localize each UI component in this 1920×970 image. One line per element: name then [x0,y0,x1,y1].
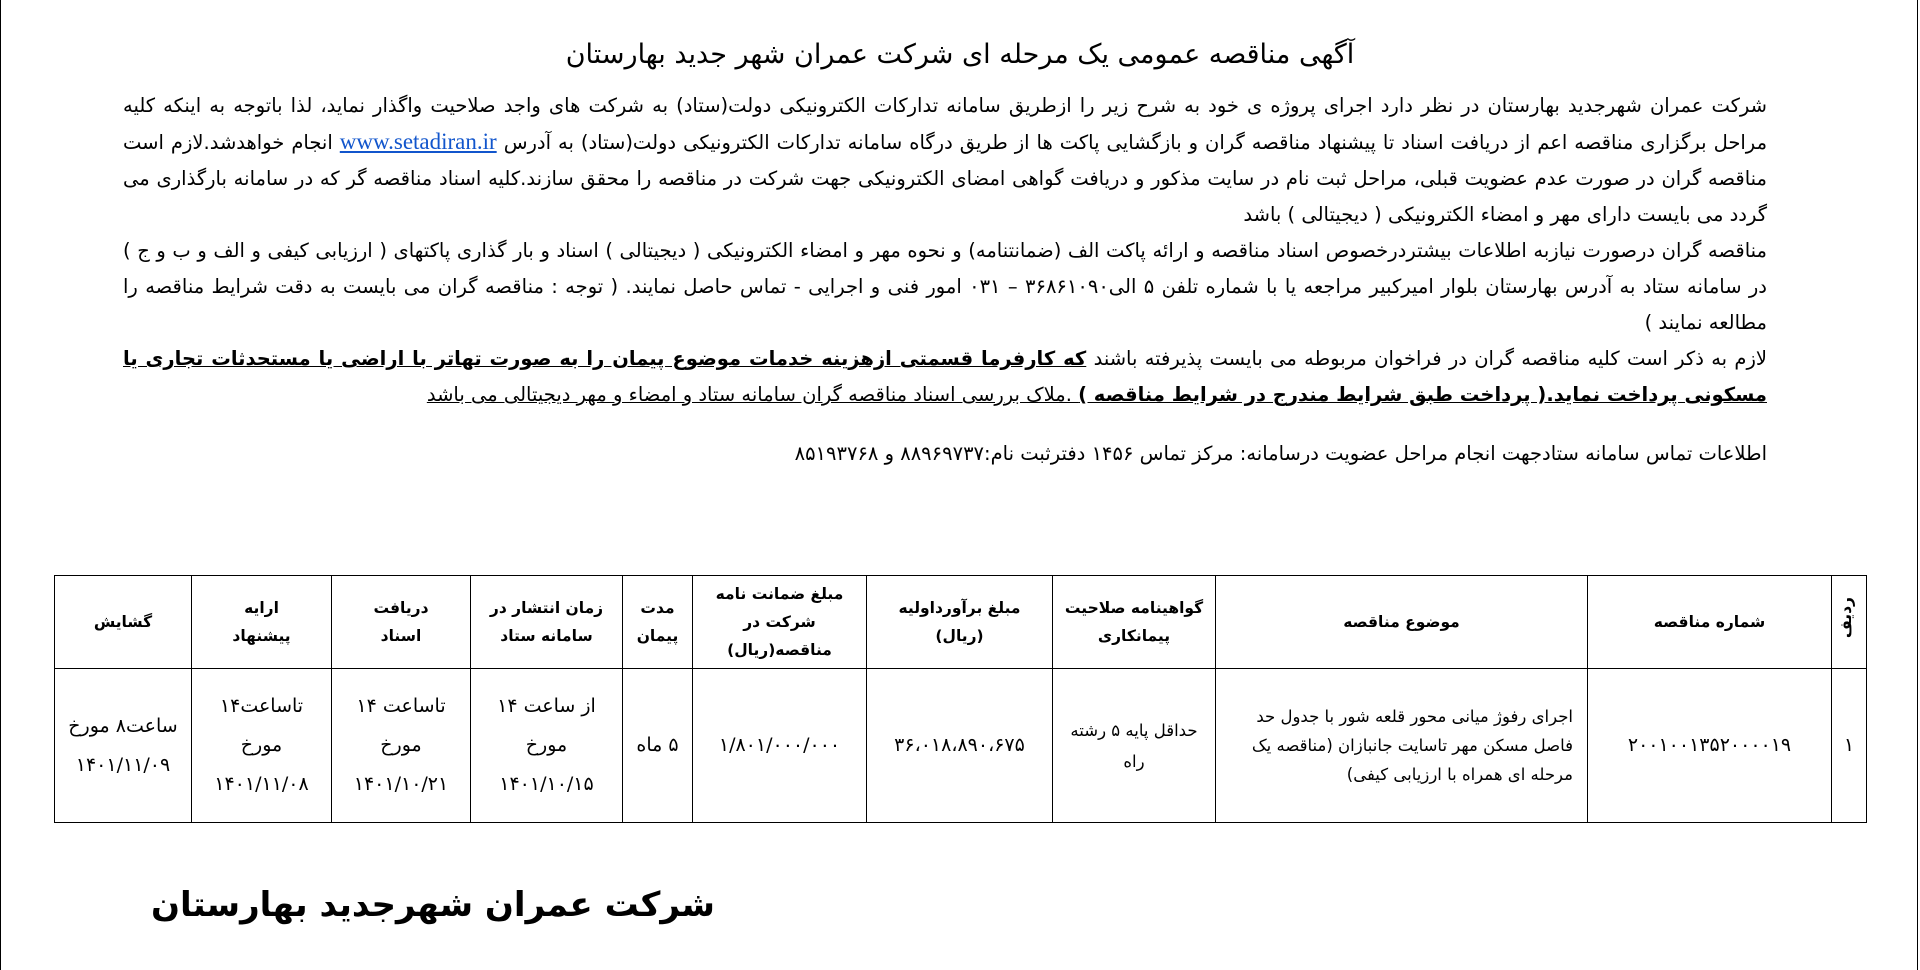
cell-qualification: حداقل پایه ۵ رشته راه [1053,669,1216,823]
header-opening: گشایش [55,576,192,669]
setad-contact-line: اطلاعات تماس سامانه ستادجهت انجام مراحل عضویت درسامانه: مرکز تماس ۱۴۵۶ دفترثبت نام:۸۸۹۶۹۷۳۷ و ۸۵۱۹۳۷۶۸ [794,442,1767,465]
payment-terms-plain: لازم به ذکر است کلیه مناقصه گران در فراخوان مربوطه می بایست پذیرفته باشند [1093,347,1767,370]
header-submit-offer: ارایه پیشنهاد [192,576,332,669]
table-header-row [55,576,1867,669]
cell-tender-subject: اجرای رفوژ میانی محور قلعه شور با جدول حد فاصل مسکن مهر تاسایت جانبازان (مناقصه یک مرحله ای همراه با ارزیابی کیفی) [1216,669,1588,823]
header-duration: مدت پیمان [623,576,693,669]
cell-row-number: ۱ [1832,669,1867,823]
header-tender-number: شماره مناقصه [1588,576,1832,669]
cell-receive-documents: تاساعت ۱۴ مورخ ۱۴۰۱/۱۰/۲۱ [332,669,471,823]
cell-duration: ۵ ماه [623,669,693,823]
setadiran-link[interactable]: www.setadiran.ir [339,129,497,154]
cell-publish-time: از ساعت ۱۴ مورخ ۱۴۰۱/۱۰/۱۵ [471,669,623,823]
payment-terms-underlined: .ملاک بررسی اسناد مناقصه گران سامانه ستاد و امضاء و مهر دیجیتالی می باشد [426,383,1079,406]
header-guarantee: مبلغ ضمانت نامه شرکت در مناقصه(ریال) [693,576,867,669]
header-row-number: ردیف [1832,576,1867,669]
paragraph-contact-info: مناقصه گران درصورت نیازبه اطلاعات بیشتردرخصوص اسناد مناقصه و ارائه پاکت الف (ضمانتنامه) و نحوه مهر و امضاء الکترونیکی ( دیجیتالی ) اسناد و بار گذاری پاکتهای ( ارزیابی کیفی و الف و ب و ج ) در سامانه ستاد به آدرس بهارستان بلوار امیرکبیر مراجعه یا با شماره تلفن ۵ الی۳۶۸۶۱۰۹۰ – ۰۳۱ امور فنی و اجرایی - تماس حاصل نمایند. ( توجه : مناقصه گران می بایست به دقت شرایط مناقصه را مطالعه نمایند ) [123,239,1767,334]
payment-terms-bold: که کارفرما قسمتی ازهزینه خدمات موضوع پیمان را به صورت تهاتر با اراضی یا مستحدثات تجاری یا مسکونی پرداخت نماید.( پرداخت طبق شرایط مندرج در شرایط مناقصه ) [123,347,1767,406]
header-qualification: گواهینامه صلاحیت پیمانکاری [1053,576,1216,669]
intro-text-after-link: انجام خواهدشد.لازم است مناقصه گران در صورت عدم عضویت قبلی، مراحل ثبت نام در سایت مذکور و دریافت گواهی امضای الکترونیکی جهت شرکت در مناقصه را محقق سازند.کلیه اسناد مناقصه گر که در سامانه بارگذاری می گردد می بایست دارای مهر و امضاء الکترونیکی ( دیجیتالی ) باشد [123,131,1767,226]
table-row [55,669,1867,823]
cell-submit-offer: تاساعت۱۴ مورخ ۱۴۰۱/۱۱/۰۸ [192,669,332,823]
company-signature: شرکت عمران شهرجدید بهارستان [151,885,715,925]
page-title: آگهی مناقصه عمومی یک مرحله ای شرکت عمران شهر جدید بهارستان [565,39,1355,70]
intro-text-before-link: شرکت عمران شهرجدید بهارستان در نظر دارد اجرای پروژه ی خود به شرح زیر را ازطریق سامانه تدارکات الکترونیکی دولت(ستاد) به شرکت های واجد صلاحیت واگذار نماید، لذا باتوجه به اینکه کلیه مراحل برگزاری مناقصه اعم از دریافت اسناد تا پیشنهاد مناقصه گران و بازگشایی پاکت ها از طریق درگاه سامانه تدارکات الکترونیکی دولت(ستاد) به آدرس [123,94,1768,154]
announcement-body [123,88,1767,413]
cell-estimate: ۳۶،۰۱۸،۸۹۰،۶۷۵ [867,669,1053,823]
tender-table [54,575,1867,823]
header-publish-time: زمان انتشار در سامانه ستاد [471,576,623,669]
cell-opening: ساعت۸ مورخ ۱۴۰۱/۱۱/۰۹ [55,669,192,823]
paragraph-payment-terms [123,341,1767,413]
cell-tender-number: ۲۰۰۱۰۰۱۳۵۲۰۰۰۰۱۹ [1588,669,1832,823]
header-estimate: مبلغ برآورداولیه (ریال) [867,576,1053,669]
header-tender-subject: موضوع مناقصه [1216,576,1588,669]
header-receive-documents: دریافت اسناد [332,576,471,669]
cell-guarantee: ۱/۸۰۱/۰۰۰/۰۰۰ [693,669,867,823]
paragraph-intro [123,88,1767,233]
